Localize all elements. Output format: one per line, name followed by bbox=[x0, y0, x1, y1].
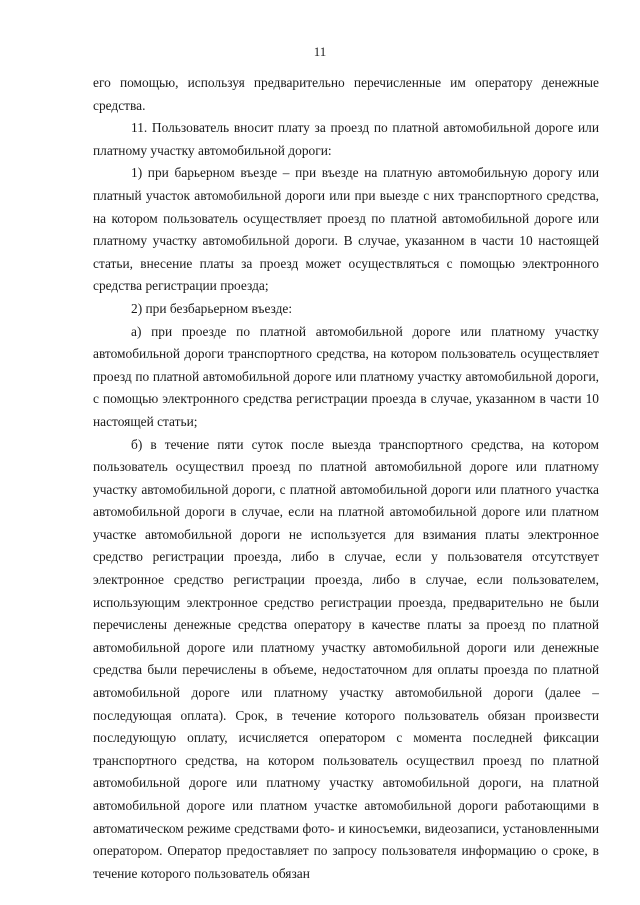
page-number: 11 bbox=[313, 44, 327, 59]
paragraph-item-1-barrier-entry: 1) при барьерном въезде – при въезде на платную автомобильную дорогу или платный участок автомобильной дороги или при выезде с них транспортного средства, на котором пользователь осуществляет проезд по платной автомобильной дороге или платному участку автомобильной дороги. В случае, указанном в части 10 настоящей статьи, внесение платы за проезд может осуществляться с помощью электронного средства регистрации проезда; bbox=[93, 165, 599, 294]
document-body bbox=[93, 72, 599, 885]
paragraph-subitem-b: б) в течение пяти суток после выезда транспортного средства, на котором пользователь осуществил проезд по платной автомобильной дороге или платному участку автомобильной дороги, с платной автомобильной дороги или платного участка автомобильной дороги в случае, если на платной автомобильной дороге или платном участке автомобильной дороги не используется для взимания платы электронное средство регистрации проезда, либо в случае, если у пользователя отсутствует электронное средство регистрации проезда, либо в случае, если пользователем, использующим электронное средство регистрации проезда, предварительно не были перечислены денежные средства оператору в качестве платы за проезд по платной автомобильной дороге или платному участку автомобильной дороги или денежные средства были перечислены в объеме, недостаточном для оплаты проезда по платной автомобильной дороге или платному участку автомобильной дороги (далее – последующая оплата). Срок, в течение которого пользователь обязан произвести последующую оплату, исчисляется оператором с момента последней фиксации транспортного средства, на котором пользователь осуществил проезд по платной автомобильной дороге или платному участку автомобильной дороги, на платной автомобильной дороге или платном участке автомобильной дороги работающими в автоматическом режиме средствами фото- и киносъемки, видеозаписи, установленными оператором. Оператор предоставляет по запросу пользователя информацию о сроке, в течение которого пользователь обязан bbox=[93, 436, 599, 881]
paragraph-clause-11: 11. Пользователь вносит плату за проезд по платной автомобильной дороге или платному участку автомобильной дороги: bbox=[93, 120, 599, 158]
paragraph-item-2-barrierless-entry: 2) при безбарьерном въезде: bbox=[131, 300, 293, 316]
paragraph-continuation: его помощью, используя предварительно перечисленные им оператору денежные средства. bbox=[93, 75, 599, 113]
paragraph-subitem-a: а) при проезде по платной автомобильной дороге или платному участку автомобильной дороги транспортного средства, на котором пользователь осуществляет проезд по платной автомобильной дороге или платному участку автомобильной дороги, с помощью электронного средства регистрации проезда в случае, указанном в части 10 настоящей статьи; bbox=[93, 323, 599, 429]
